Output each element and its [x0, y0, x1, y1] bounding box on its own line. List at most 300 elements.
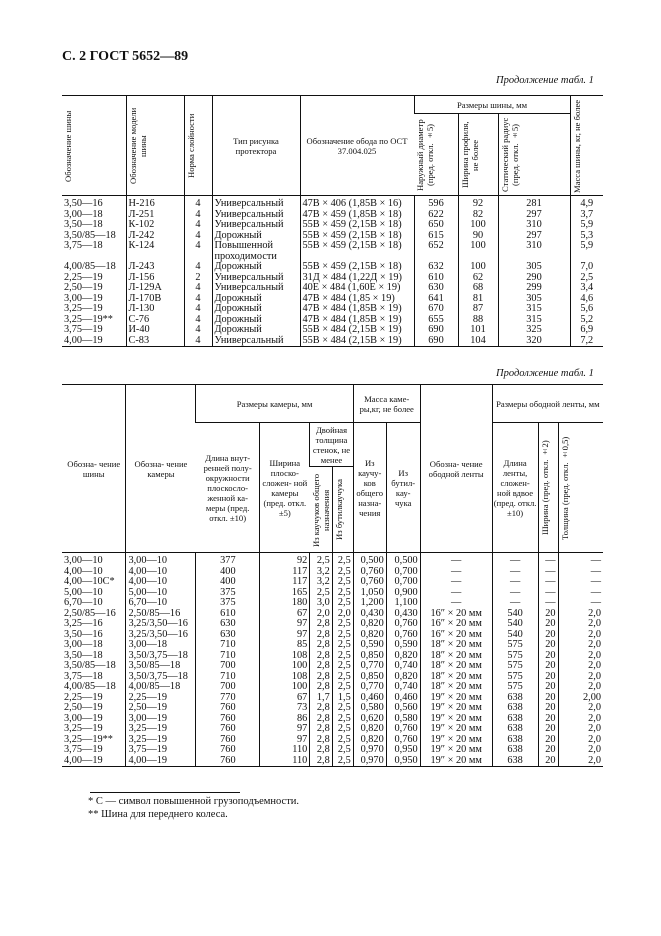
table-cell: — — [558, 577, 603, 588]
table-cell: 2,0 — [558, 651, 603, 662]
table-cell: 610 — [414, 273, 458, 284]
table-cell: 2,8 — [310, 703, 333, 714]
table-row — [62, 724, 603, 735]
table-cell: 0,820 — [386, 672, 420, 683]
table-cell: 3,2 — [310, 577, 333, 588]
table-cell: 0,760 — [353, 567, 386, 578]
table-cell: 20 — [538, 682, 558, 693]
table-cell: 16″ × 20 мм — [420, 630, 492, 641]
table-cell: 47В × 484 (1,85 × 19) — [300, 294, 414, 305]
table-cell: 55В × 459 (2,15В × 18) — [300, 220, 414, 231]
table-cell: 315 — [498, 304, 570, 315]
table-cell: 4 — [184, 220, 212, 231]
table-cell: 62 — [458, 273, 498, 284]
table-cell: 101 — [458, 325, 498, 336]
table-cell: Дорожный — [212, 294, 300, 305]
table-cell: 5,00—10 — [64, 586, 103, 598]
table-cell: 3,75—18 — [64, 670, 103, 682]
table-cell: 2,8 — [310, 661, 333, 672]
th-tube: Обозна- чение камеры — [126, 385, 196, 553]
table-cell: 18″ × 20 мм — [420, 640, 492, 651]
table-cell: 20 — [538, 703, 558, 714]
table-cell: 3,00—10 — [126, 553, 196, 567]
table-cell: 0,430 — [353, 609, 386, 620]
table-cell: 16″ × 20 мм — [420, 619, 492, 630]
table-cell: 0,760 — [386, 724, 420, 735]
table-cell: 2,0 — [558, 609, 603, 620]
th-from-butyl: Из бутилкаучука — [332, 467, 353, 553]
table-cell: 700 — [196, 682, 260, 693]
table-cell: 2,0 — [558, 682, 603, 693]
tube-table — [62, 384, 603, 767]
table-cell: 1,5 — [332, 693, 353, 704]
table-cell: 19″ × 20 мм — [420, 693, 492, 704]
table-row — [62, 262, 603, 273]
table-cell: 690 — [414, 336, 458, 347]
table-cell: 2,00 — [558, 693, 603, 704]
table-cell: — — [492, 577, 538, 588]
table-cell: 2,8 — [310, 714, 333, 725]
table-cell: 3,00—10 — [64, 555, 103, 567]
table-cell: 4 — [184, 294, 212, 305]
table-cell: И-40 — [126, 325, 184, 336]
table-cell: 5,9 — [570, 241, 603, 252]
table-cell: 575 — [492, 672, 538, 683]
th-flap-sizes: Размеры ободной ленты, мм — [492, 385, 603, 423]
table-cell: 315 — [498, 315, 570, 326]
table-cell: 0,560 — [386, 703, 420, 714]
table-cell: 117 — [260, 567, 310, 578]
table-cell: 0,970 — [353, 756, 386, 767]
table-cell: 4,00/85—18 — [64, 261, 116, 273]
table-cell: 2,0 — [332, 609, 353, 620]
table-cell: 55В × 459 (2,15В × 18) — [300, 241, 414, 252]
table-cell: 0,740 — [386, 682, 420, 693]
table-cell: 0,770 — [353, 682, 386, 693]
table-cell: 5,3 — [570, 231, 603, 242]
table-cell: 19″ × 20 мм — [420, 745, 492, 756]
table-cell: 2,50—19 — [64, 702, 103, 714]
table-cell: Универсальный — [212, 283, 300, 294]
table-cell: Дорожный — [212, 231, 300, 242]
table-cell: 0,820 — [353, 630, 386, 641]
table-cell: 655 — [414, 315, 458, 326]
table-cell: 638 — [492, 693, 538, 704]
table-cell: 5,2 — [570, 315, 603, 326]
table-cell: 4,00—19 — [126, 756, 196, 767]
table-cell: 641 — [414, 294, 458, 305]
table-cell: 652 — [414, 241, 458, 252]
table-cell: 3,75—19 — [64, 744, 103, 756]
table-cell: 20 — [538, 619, 558, 630]
table-cell: 2,5 — [332, 588, 353, 599]
table-cell: 2,5 — [332, 577, 353, 588]
table-cell: 3,50/3,75—18 — [126, 651, 196, 662]
table-cell: 0,820 — [353, 735, 386, 746]
table-cell: 2,5 — [570, 273, 603, 284]
table-cell: Универсальный — [212, 196, 300, 210]
table-cell: 3,25—16 — [64, 618, 103, 630]
table-cell: 670 — [414, 304, 458, 315]
table-cell: 20 — [538, 724, 558, 735]
table-row — [62, 745, 603, 756]
table-cell: 3,25/3,50—16 — [126, 630, 196, 641]
table-cell: 55В × 484 (2,15В × 19) — [300, 325, 414, 336]
table-cell: 596 — [414, 196, 458, 210]
table-cell: 165 — [260, 588, 310, 599]
th-flap-thickness: Толщина (пред. откл. ±0,5) — [558, 423, 603, 553]
table-cell: — — [538, 577, 558, 588]
table-cell: 638 — [492, 703, 538, 714]
table-cell: 82 — [458, 210, 498, 221]
table-cell: 2,25—19 — [126, 693, 196, 704]
table-row — [62, 703, 603, 714]
table-cell: 575 — [492, 651, 538, 662]
table-cell: 6,9 — [570, 325, 603, 336]
table-cell: 400 — [196, 567, 260, 578]
table-cell: 0,950 — [386, 756, 420, 767]
table-cell: 2,8 — [310, 672, 333, 683]
table-cell: 2,0 — [558, 745, 603, 756]
table-cell: 4 — [184, 241, 212, 252]
table-cell: 19″ × 20 мм — [420, 724, 492, 735]
table-cell: — — [538, 598, 558, 609]
th-designation: Обозначение шины — [62, 96, 126, 196]
table-cell: 2,8 — [310, 651, 333, 662]
th-mass-rubber: Из каучу- ков общего назна- чения — [353, 423, 386, 553]
table-cell: 87 — [458, 304, 498, 315]
table-cell: 3,25—19 — [126, 724, 196, 735]
table-cell: 760 — [196, 756, 260, 767]
footnote-2: ** Шина для переднего колеса. — [88, 809, 228, 820]
table-cell: 5,6 — [570, 304, 603, 315]
table-cell: 18″ × 20 мм — [420, 661, 492, 672]
table-cell: 110 — [260, 756, 310, 767]
table-cell: 19″ × 20 мм — [420, 735, 492, 746]
table-cell: 2,5 — [332, 598, 353, 609]
table-cell: 710 — [196, 640, 260, 651]
table-cell: 6,70—10 — [64, 597, 103, 609]
table-cell: 638 — [492, 735, 538, 746]
table-cell: Н-216 — [126, 196, 184, 210]
table-cell: 55В × 459 (2,15В × 18) — [300, 231, 414, 242]
table-cell: 4,00—10 — [64, 565, 103, 577]
table-cell: 0,770 — [353, 661, 386, 672]
table-cell: 2,5 — [332, 661, 353, 672]
table-cell: 5,00—10 — [126, 588, 196, 599]
table-cell: 2,0 — [558, 672, 603, 683]
table-cell: 2,50—19 — [126, 703, 196, 714]
table-cell: 20 — [538, 651, 558, 662]
page-header: С. 2 ГОСТ 5652—89 — [62, 49, 189, 64]
th-profile-width: Ширина профиля, не более — [458, 114, 498, 196]
table-cell: Повышенной — [212, 241, 300, 252]
table-cell: 4,00—10 — [126, 577, 196, 588]
table-row — [62, 682, 603, 693]
table-cell: 0,590 — [353, 640, 386, 651]
table-cell: 710 — [196, 651, 260, 662]
th-tread: Тип рисунка протектора — [212, 96, 300, 196]
th-model: Обозначение модели шины — [126, 96, 184, 196]
table-cell: 2,5 — [332, 651, 353, 662]
table-cell: 297 — [498, 231, 570, 242]
table-cell: 73 — [260, 703, 310, 714]
table-cell: — — [538, 588, 558, 599]
table-cell: Л-242 — [126, 231, 184, 242]
table-cell: 108 — [260, 651, 310, 662]
table-cell: 3,75—18 — [64, 240, 103, 252]
table-cell: 3,00—19 — [126, 714, 196, 725]
table-cell: — — [538, 567, 558, 578]
table-cell: 0,580 — [353, 703, 386, 714]
table-cell: 2,8 — [310, 682, 333, 693]
table-row — [62, 283, 603, 294]
table-cell: 2,8 — [310, 724, 333, 735]
table-cell: 20 — [538, 745, 558, 756]
table-cell: Л-129А — [126, 283, 184, 294]
table-cell: 638 — [492, 724, 538, 735]
table-cell: 108 — [260, 672, 310, 683]
table-cell: 3,25—19 — [64, 303, 103, 315]
table-cell: — — [492, 567, 538, 578]
table-cell: С-83 — [126, 336, 184, 347]
table-cell: 760 — [196, 714, 260, 725]
table-cell: 100 — [458, 241, 498, 252]
table-cell: 305 — [498, 262, 570, 273]
table-cell: 3,00—18 — [64, 639, 103, 651]
table-cell: 0,850 — [353, 672, 386, 683]
table-row — [62, 336, 603, 347]
table-cell: 20 — [538, 640, 558, 651]
table-row — [62, 241, 603, 252]
table-cell: 2,8 — [310, 630, 333, 641]
table-cell: 575 — [492, 682, 538, 693]
table-cell: 0,620 — [353, 714, 386, 725]
table-cell: 4 — [184, 231, 212, 242]
table-cell: 0,500 — [386, 553, 420, 567]
table-cell: 2,0 — [558, 735, 603, 746]
table-cell: 638 — [492, 714, 538, 725]
th-from-rubber: Из каучуков общего назначения — [310, 467, 333, 553]
footnote-1: * С — символ повышенной грузоподъемности. — [88, 796, 300, 807]
table-cell: 2,5 — [332, 714, 353, 725]
th-double-wall: Двойная толщина стенок, не менее — [310, 423, 353, 467]
table-cell: 2,50/85—16 — [126, 609, 196, 620]
table-cell: 0,460 — [353, 693, 386, 704]
table-row — [62, 325, 603, 336]
table-cell: 3,00—18 — [64, 208, 103, 220]
table-cell: 47В × 484 (1,85В × 19) — [300, 315, 414, 326]
table-cell: 47В × 406 (1,85В × 16) — [300, 196, 414, 210]
table-cell: 760 — [196, 703, 260, 714]
table-cell: 55В × 459 (2,15В × 18) — [300, 262, 414, 273]
table-cell: 47В × 484 (1,85В × 19) — [300, 304, 414, 315]
table-cell: 375 — [196, 588, 260, 599]
table-cell: 3,00—19 — [64, 712, 103, 724]
table-cell: 2,0 — [558, 703, 603, 714]
table2-continuation: Продолжение табл. 1 — [496, 368, 594, 379]
table-cell: 67 — [260, 693, 310, 704]
th-sizes-group: Размеры шины, мм — [414, 96, 570, 114]
table-cell: 100 — [260, 682, 310, 693]
table-cell: 2,25—19 — [64, 271, 103, 283]
table-cell: 6,70—10 — [126, 598, 196, 609]
table-cell: 760 — [196, 735, 260, 746]
table-cell: 575 — [492, 640, 538, 651]
th-flap-length: Длина ленты, сложен- ной вдвое (пред. откл. ±10) — [492, 423, 538, 553]
table-cell: 4,00—19 — [64, 754, 103, 766]
table-cell: 18″ × 20 мм — [420, 651, 492, 662]
table-cell: 540 — [492, 609, 538, 620]
table-cell: 4,00/85—18 — [64, 681, 116, 693]
table-cell: 0,970 — [353, 745, 386, 756]
table-cell: 638 — [492, 745, 538, 756]
tire-table — [62, 95, 603, 347]
table-cell: 97 — [260, 619, 310, 630]
table-cell: 4 — [184, 283, 212, 294]
table-cell: Универсальный — [212, 336, 300, 347]
table-cell: 375 — [196, 598, 260, 609]
table-cell: 540 — [492, 619, 538, 630]
table-cell: 1,050 — [353, 588, 386, 599]
table-cell: 325 — [498, 325, 570, 336]
table-cell: 2,50/85—16 — [64, 607, 116, 619]
table-cell: Л-243 — [126, 262, 184, 273]
table-cell: 19″ × 20 мм — [420, 714, 492, 725]
table-cell: 638 — [492, 756, 538, 767]
table-cell: 88 — [458, 315, 498, 326]
table-cell: 0,500 — [353, 553, 386, 567]
table-row — [62, 619, 603, 630]
table-cell: — — [558, 553, 603, 567]
table-cell: 2,0 — [558, 756, 603, 767]
table-cell: 0,820 — [353, 619, 386, 630]
table-cell: 104 — [458, 336, 498, 347]
table-cell: 690 — [414, 325, 458, 336]
table-cell: 299 — [498, 283, 570, 294]
table-cell: 97 — [260, 630, 310, 641]
table-cell: 20 — [538, 661, 558, 672]
table-cell: 0,820 — [386, 651, 420, 662]
table-cell: 305 — [498, 294, 570, 305]
table-cell: 0,700 — [386, 577, 420, 588]
table-cell: 4 — [184, 315, 212, 326]
table-cell: 290 — [498, 273, 570, 284]
table-cell: — — [420, 598, 492, 609]
table-cell: 0,850 — [353, 651, 386, 662]
table-cell: 760 — [196, 745, 260, 756]
table-cell: 40Е × 484 (1,60Е × 19) — [300, 283, 414, 294]
table-cell: Универсальный — [212, 220, 300, 231]
table-cell: 632 — [414, 262, 458, 273]
table-cell: 19″ × 20 мм — [420, 703, 492, 714]
th-mass: Масса шины, кг, не более — [570, 96, 603, 196]
table-cell: 3,25—19** — [64, 733, 113, 745]
table-cell: 2,8 — [310, 640, 333, 651]
table-cell: К-124 — [126, 241, 184, 252]
table-cell: — — [420, 553, 492, 567]
table-cell: 710 — [196, 672, 260, 683]
table-cell: 2,5 — [332, 672, 353, 683]
th-ply: Норма слойности — [184, 96, 212, 196]
table-cell: 630 — [196, 630, 260, 641]
table-cell: 610 — [196, 609, 260, 620]
table-cell: 81 — [458, 294, 498, 305]
table-cell: 4 — [184, 325, 212, 336]
table-cell: 4,00—19 — [64, 334, 103, 346]
table-cell: 20 — [538, 609, 558, 620]
table-cell: 2,5 — [332, 724, 353, 735]
table-cell: — — [492, 553, 538, 567]
table-cell: — — [420, 567, 492, 578]
table-cell: 31Д × 484 (1,22Д × 19) — [300, 273, 414, 284]
table-cell: 2 — [184, 273, 212, 284]
table-cell: 4,00—10 — [126, 567, 196, 578]
table-cell: 2,0 — [558, 661, 603, 672]
table-cell: Дорожный — [212, 315, 300, 326]
table-cell: 90 — [458, 231, 498, 242]
table-cell: 3,75—19 — [126, 745, 196, 756]
table-cell: 20 — [538, 672, 558, 683]
table-cell: 0,900 — [386, 588, 420, 599]
table-cell: 3,50/85—18 — [64, 229, 116, 241]
table-cell: 110 — [260, 745, 310, 756]
table-cell: 67 — [260, 609, 310, 620]
table-cell: 20 — [538, 693, 558, 704]
table-cell: 2,5 — [332, 682, 353, 693]
table-cell: 0,700 — [386, 567, 420, 578]
table-cell: 0,460 — [386, 693, 420, 704]
table-cell: 2,5 — [310, 553, 333, 567]
table-cell: — — [492, 588, 538, 599]
table-cell: 18″ × 20 мм — [420, 672, 492, 683]
table-cell: 1,200 — [353, 598, 386, 609]
table-cell: 297 — [498, 210, 570, 221]
table-cell: 86 — [260, 714, 310, 725]
table-cell: 0,430 — [386, 609, 420, 620]
table-cell: 622 — [414, 210, 458, 221]
table-cell: Дорожный — [212, 262, 300, 273]
table-cell: 3,00—18 — [126, 640, 196, 651]
table-cell: 1,7 — [310, 693, 333, 704]
table-cell: 2,0 — [558, 630, 603, 641]
table-cell: Л-170В — [126, 294, 184, 305]
table-cell: 0,580 — [386, 714, 420, 725]
table-cell: 92 — [260, 553, 310, 567]
table-cell: 3,4 — [570, 283, 603, 294]
table-row — [62, 304, 603, 315]
table-cell: Универсальный — [212, 210, 300, 221]
table-cell: 100 — [260, 661, 310, 672]
table-row — [62, 220, 603, 231]
table-row — [62, 553, 603, 567]
table-cell: 3,50—18 — [64, 219, 103, 231]
table-cell: 2,5 — [332, 735, 353, 746]
table-cell: 3,25/3,50—16 — [126, 619, 196, 630]
table-cell: 2,50—19 — [64, 282, 103, 294]
table-cell: 117 — [260, 577, 310, 588]
table-row — [62, 598, 603, 609]
table-cell: 85 — [260, 640, 310, 651]
table-cell: 3,50—16 — [64, 628, 103, 640]
table-cell: 2,25—19 — [64, 691, 103, 703]
table-cell: 18″ × 20 мм — [420, 682, 492, 693]
table-cell: 377 — [196, 553, 260, 567]
table-cell: 630 — [196, 619, 260, 630]
table-cell: 0,950 — [386, 745, 420, 756]
table-cell: 3,00—19 — [64, 292, 103, 304]
table-row — [62, 196, 603, 210]
